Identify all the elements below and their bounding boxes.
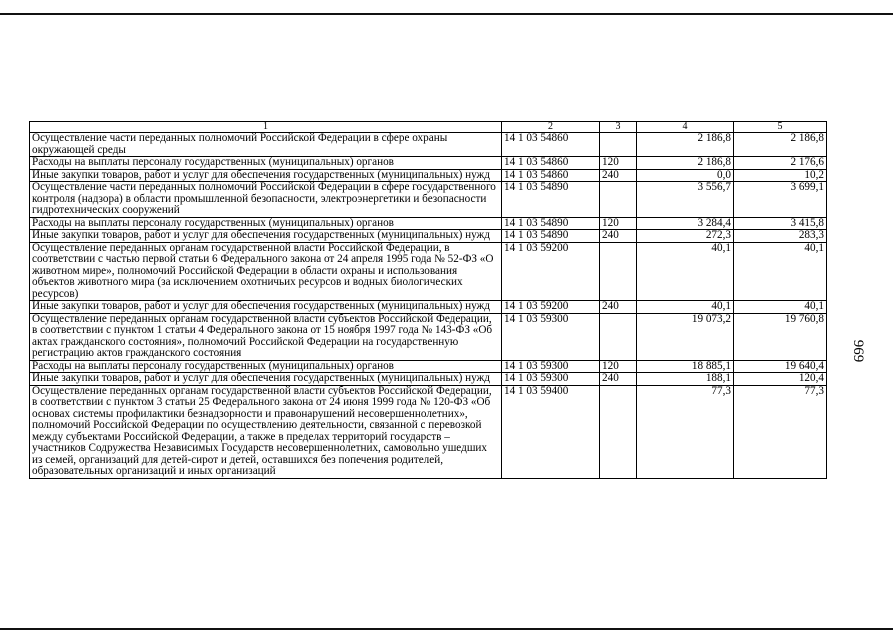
row-value-1: 272,3	[637, 230, 734, 243]
table-row	[30, 360, 827, 373]
header-col-4: 4	[637, 122, 734, 133]
table-row	[30, 182, 827, 218]
table-row	[30, 217, 827, 230]
row-value-2: 2 186,8	[734, 133, 827, 157]
row-name: Иные закупки товаров, работ и услуг для обеспечения государственных (муниципальных) нужд	[30, 301, 502, 314]
row-value-1: 0,0	[637, 169, 734, 182]
row-code: 14 1 03 59200	[502, 301, 600, 314]
row-code: 14 1 03 54860	[502, 157, 600, 170]
top-rule	[0, 13, 893, 15]
row-code: 14 1 03 54890	[502, 230, 600, 243]
row-code: 14 1 03 59300	[502, 360, 600, 373]
row-value-2: 3 699,1	[734, 182, 827, 218]
table-row	[30, 169, 827, 182]
row-value-1: 40,1	[637, 242, 734, 301]
row-value-1: 3 284,4	[637, 217, 734, 230]
row-vr: 120	[600, 217, 637, 230]
row-value-2: 19 760,8	[734, 313, 827, 360]
row-value-2: 40,1	[734, 242, 827, 301]
row-code: 14 1 03 54890	[502, 217, 600, 230]
row-value-2: 120,4	[734, 373, 827, 386]
row-value-2: 40,1	[734, 301, 827, 314]
row-value-1: 2 186,8	[637, 157, 734, 170]
row-value-1: 19 073,2	[637, 313, 734, 360]
row-code: 14 1 03 54860	[502, 133, 600, 157]
row-code: 14 1 03 59300	[502, 373, 600, 386]
row-value-1: 77,3	[637, 385, 734, 478]
row-name: Осуществление части переданных полномочий Российской Федерации в сфере государственного контроля (надзора) в области промышленной безопасности, электроэнергетики и безопасности гидротехнических сооружений	[30, 182, 502, 218]
row-value-1: 40,1	[637, 301, 734, 314]
table-row	[30, 373, 827, 386]
row-vr	[600, 133, 637, 157]
bottom-rule	[0, 628, 893, 630]
row-value-1: 18 885,1	[637, 360, 734, 373]
table-row	[30, 133, 827, 157]
row-name: Иные закупки товаров, работ и услуг для обеспечения государственных (муниципальных) нужд	[30, 230, 502, 243]
row-name: Расходы на выплаты персоналу государственных (муниципальных) органов	[30, 157, 502, 170]
row-name: Иные закупки товаров, работ и услуг для обеспечения государственных (муниципальных) нужд	[30, 169, 502, 182]
row-value-2: 3 415,8	[734, 217, 827, 230]
header-col-2: 2	[502, 122, 600, 133]
table-row	[30, 157, 827, 170]
row-vr: 240	[600, 301, 637, 314]
table-row	[30, 385, 827, 478]
row-name: Осуществление части переданных полномочий Российской Федерации в сфере охраны окружающей среды	[30, 133, 502, 157]
row-value-1: 188,1	[637, 373, 734, 386]
header-row	[30, 122, 827, 133]
row-code: 14 1 03 59300	[502, 313, 600, 360]
header-col-5: 5	[734, 122, 827, 133]
row-vr: 240	[600, 230, 637, 243]
row-name: Расходы на выплаты персоналу государственных (муниципальных) органов	[30, 360, 502, 373]
table-row	[30, 313, 827, 360]
header-col-3: 3	[600, 122, 637, 133]
row-value-1: 3 556,7	[637, 182, 734, 218]
table-row	[30, 242, 827, 301]
row-vr: 240	[600, 169, 637, 182]
row-vr: 120	[600, 157, 637, 170]
row-name: Расходы на выплаты персоналу государственных (муниципальных) органов	[30, 217, 502, 230]
row-vr	[600, 313, 637, 360]
row-value-1: 2 186,8	[637, 133, 734, 157]
row-vr	[600, 242, 637, 301]
row-code: 14 1 03 59200	[502, 242, 600, 301]
row-vr	[600, 385, 637, 478]
row-value-2: 2 176,6	[734, 157, 827, 170]
row-name: Иные закупки товаров, работ и услуг для обеспечения государственных (муниципальных) нужд	[30, 373, 502, 386]
row-code: 14 1 03 59400	[502, 385, 600, 478]
table-row	[30, 230, 827, 243]
table-row	[30, 301, 827, 314]
row-vr	[600, 182, 637, 218]
row-name: Осуществление переданных органам государственной власти субъектов Российской Федерации, в соответствии с пунктом 3 статьи 25 Федерального закона от 24 июня 1999 года № 120-ФЗ «Об основах системы профилактики безнадзорности и правонарушений несовершеннолетних», полномочий Российской Федерации по осуществлению деятельности, связанной с перевозкой между субъектами Российской Федерации, а также в пределах территорий государств – участников Содружества Независимых Государств несовершеннолетних, самовольно ушедших из семей, организаций для детей-сирот и детей, оставшихся без попечения родителей, образовательных организаций и иных организаций	[30, 385, 502, 478]
row-code: 14 1 03 54890	[502, 182, 600, 218]
row-name: Осуществление переданных органам государственной власти Российской Федерации, в соответствии с частью первой статьи 6 Федерального закона от 24 апреля 1995 года № 52-ФЗ «О животном мире», полномочий Российской Федерации в области охраны и использования объектов животного мира (за исключением охотничьих ресурсов и водных биологических ресурсов)	[30, 242, 502, 301]
row-vr: 120	[600, 360, 637, 373]
page-number: 969	[850, 339, 866, 363]
row-vr: 240	[600, 373, 637, 386]
row-code: 14 1 03 54860	[502, 169, 600, 182]
budget-table	[29, 121, 827, 479]
row-value-2: 77,3	[734, 385, 827, 478]
row-value-2: 10,2	[734, 169, 827, 182]
row-value-2: 19 640,4	[734, 360, 827, 373]
row-name: Осуществление переданных органам государственной власти субъектов Российской Федерации, в соответствии с пунктом 1 статьи 4 Федерального закона от 15 ноября 1997 года № 143-ФЗ «Об актах гражданского состояния», полномочий Российской Федерации на государственную регистрацию актов гражданского состояния	[30, 313, 502, 360]
row-value-2: 283,3	[734, 230, 827, 243]
header-col-1: 1	[30, 122, 502, 133]
